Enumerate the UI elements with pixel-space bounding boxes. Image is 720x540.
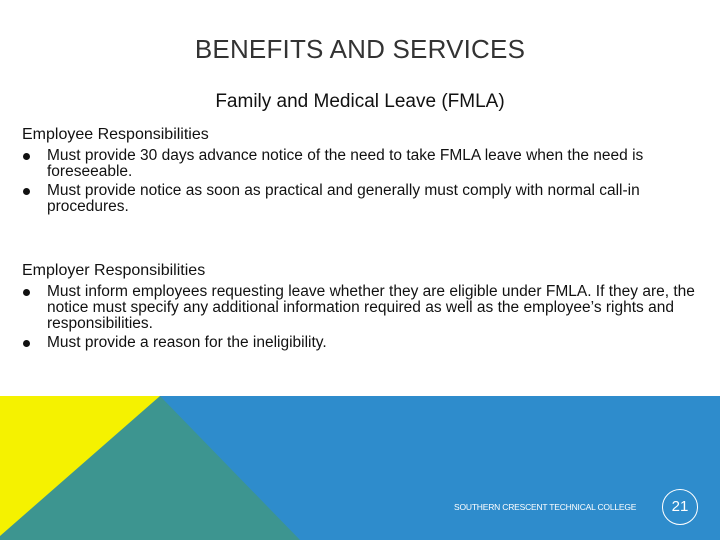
- bullet-icon: [23, 153, 30, 160]
- page-number-badge: [662, 489, 698, 525]
- bullet-icon: [23, 289, 30, 296]
- bullet-text: Must inform employees requesting leave whether they are eligible under FMLA. If they are, the notice must specify any additional information required as well as the employee’s rights and responsibilities.: [47, 283, 695, 332]
- list-item: [22, 284, 702, 332]
- list-item: [22, 335, 702, 351]
- bullet-text: Must provide a reason for the ineligibility.: [47, 334, 327, 351]
- employer-responsibilities-section: [22, 261, 702, 351]
- employee-responsibilities-section: [22, 125, 702, 215]
- bullet-list: [22, 148, 702, 215]
- list-item: [22, 183, 702, 215]
- bullet-list: [22, 284, 702, 351]
- list-item: [22, 148, 702, 180]
- section-heading: Employee Responsibilities: [22, 126, 209, 143]
- bullet-icon: [23, 340, 30, 347]
- footer-decoration: [0, 396, 720, 540]
- bullet-text: Must provide 30 days advance notice of the need to take FMLA leave when the need is foreseeable.: [47, 147, 644, 180]
- page-number: 21: [671, 498, 689, 515]
- section-heading: Employer Responsibilities: [22, 262, 206, 279]
- footer-organization: SOUTHERN CRESCENT TECHNICAL COLLEGE: [454, 502, 637, 512]
- slide-subtitle: Family and Medical Leave (FMLA): [215, 91, 505, 112]
- bullet-icon: [23, 188, 30, 195]
- bullet-text: Must provide notice as soon as practical and generally must comply with normal call-in procedures.: [47, 182, 640, 215]
- slide-title: BENEFITS AND SERVICES: [194, 34, 526, 64]
